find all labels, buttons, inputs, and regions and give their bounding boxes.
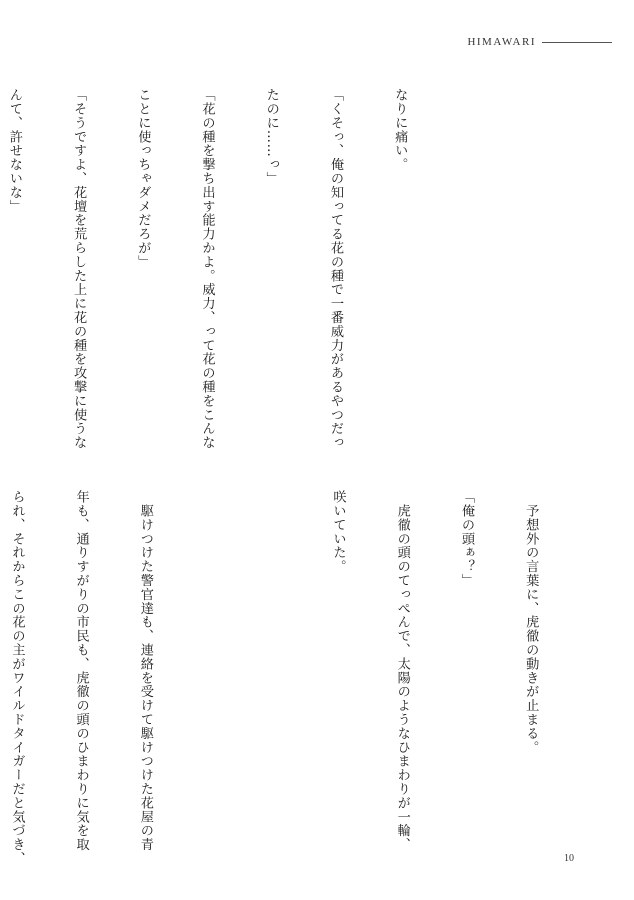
- header-title: HIMAWARI: [467, 36, 536, 48]
- text-line: 年も、通りすがりの市民も、虎徹の頭のひまわりに気を取: [73, 490, 89, 852]
- lower-text-block: [0, 490, 584, 866]
- text-line: ことに使っちゃダメだろが」: [135, 88, 151, 269]
- blank-line: [199, 490, 220, 862]
- header-rule: [542, 42, 612, 43]
- text-line: 「花の種を撃ち出す能力かよ。威力、って花の種をこんな: [199, 88, 215, 450]
- text-line: 「俺の頭ぁ？」: [458, 490, 474, 588]
- text-line: 駆けつけた警官達も、連絡を受けて駆けつけた花屋の青: [137, 490, 153, 852]
- page-number: 10: [564, 853, 574, 864]
- text-line: られ、それからこの花の主がワイルドタイガーだと気づき、: [9, 490, 25, 866]
- blank-line: [263, 490, 284, 862]
- text-line: なりに痛い。: [392, 88, 408, 172]
- text-line: んて、許せないな」: [6, 88, 22, 214]
- text-line: 予想外の言葉に、虎徹の動きが止まる。: [523, 490, 539, 755]
- text-line: たのに……っ」: [263, 88, 279, 186]
- text-line: 虎徹の頭のてっぺんで、太陽のようなひまわりが一輪、: [394, 490, 410, 852]
- text-line: 咲いていた。: [330, 490, 346, 574]
- text-line: 「そうですよ、花壇を荒らした上に花の種を攻撃に使うな: [71, 88, 87, 450]
- upper-text-block: [0, 88, 453, 460]
- text-line: 「くそっ、俺の知ってる花の種で一番威力があるやつだっ: [327, 88, 343, 450]
- running-header: [467, 36, 612, 48]
